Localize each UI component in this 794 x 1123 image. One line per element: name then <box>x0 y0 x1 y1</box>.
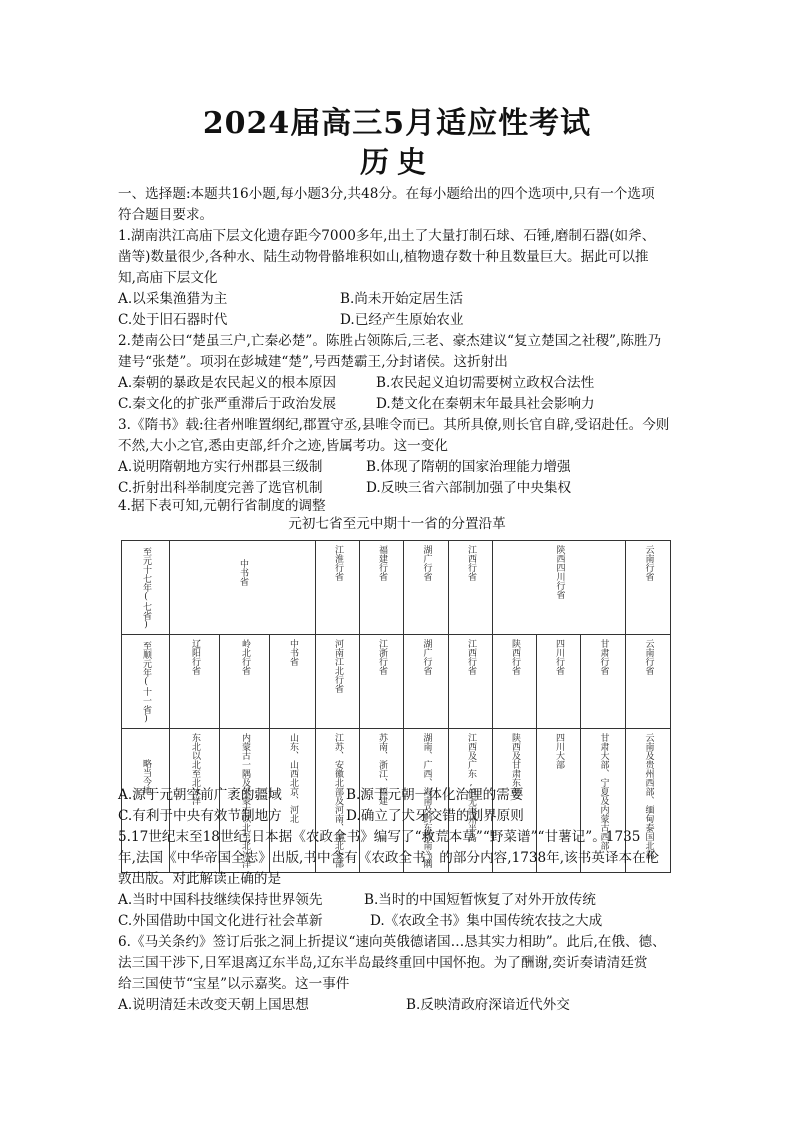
question-4-stem: 4.据下表可知,元朝行省制度的调整 <box>118 498 326 514</box>
cell-huguang: 湖广行省 <box>404 541 449 635</box>
q2-option-d[interactable]: D.楚文化在秦朝末年最具社会影响力 <box>376 396 595 412</box>
cell-r2-3: 河南江北行省 <box>316 635 360 729</box>
q1-option-b[interactable]: B.尚未开始定居生活 <box>340 291 464 307</box>
q4-option-a[interactable]: A.源于元朝空前广袤的疆域 <box>118 787 282 803</box>
cell-r2-1: 岭北行省 <box>220 635 270 729</box>
cell-r3-9: 甘肃大部、宁夏及内蒙古西部 <box>581 729 626 873</box>
cell-r3-8: 四川大部 <box>537 729 581 873</box>
q3-option-c[interactable]: C.折射出科举制度完善了选官机制 <box>118 480 323 496</box>
question-3-stem: 不然,大小之官,悉由吏部,纤介之迹,皆属考功。这一变化 <box>118 438 448 454</box>
q1-option-a[interactable]: A.以采集渔猎为主 <box>118 291 228 307</box>
q3-option-a[interactable]: A.说明隋朝地方实行州郡县三级制 <box>118 459 323 475</box>
question-5-stem: 年,法国《中华帝国全志》出版,书中含有《农政全书》的部分内容,1738年,该书英译本在伦 <box>118 850 660 866</box>
row-head-2: 至顺元年(十一省) <box>122 635 170 729</box>
q2-option-a[interactable]: A.秦朝的暴政是农民起义的根本原因 <box>118 375 337 391</box>
q3-option-b[interactable]: B.体现了隋朝的国家治理能力增强 <box>366 459 571 475</box>
q2-option-b[interactable]: B.农民起义迫切需要树立政权合法性 <box>376 375 595 391</box>
row-head-1: 至元十七年(七省) <box>122 541 170 635</box>
q5-option-c[interactable]: C.外国借助中国文化进行社会革新 <box>118 913 323 929</box>
row-head-3: 略当今地 <box>122 729 170 873</box>
q6-option-a[interactable]: A.说明清廷未改变天朝上国思想 <box>118 997 309 1013</box>
cell-r2-9: 甘肃行省 <box>581 635 626 729</box>
q1-option-d[interactable]: D.已经产生原始农业 <box>340 312 464 328</box>
cell-zhongshu: 中书省 <box>170 541 316 635</box>
cell-r2-10: 云南行省 <box>626 635 671 729</box>
cell-shaanxi-sichuan: 陕西四川行省 <box>493 541 626 635</box>
table-caption: 元初七省至元中期十一省的分置沿革 <box>288 516 506 532</box>
cell-r2-4: 江浙行省 <box>360 635 404 729</box>
question-1-stem: 1.湖南洪江高庙下层文化遗存距今7000多年,出土了大量打制石球、石锤,磨制石器(如斧、 <box>118 228 656 244</box>
q6-option-b[interactable]: B.反映清政府深谙近代外交 <box>406 997 570 1013</box>
cell-r2-8: 四川行省 <box>537 635 581 729</box>
q4-option-c[interactable]: C.有利于中央有效节制地方 <box>118 808 282 824</box>
exam-title: 2024届高三5月适应性考试 <box>202 106 592 141</box>
question-5-stem: 敦出版。对此解读正确的是 <box>118 871 282 887</box>
cell-jiangxi: 江西行省 <box>449 541 493 635</box>
subject-title: 历史 <box>359 145 434 179</box>
cell-r2-0: 辽阳行省 <box>170 635 220 729</box>
cell-r3-10: 云南及贵州西部、缅甸泰国北部 <box>626 729 671 873</box>
q4-option-d[interactable]: D.确立了犬牙交错的划界原则 <box>346 808 524 824</box>
cell-r3-7: 陕西及甘肃东部 <box>493 729 537 873</box>
question-6-stem: 法三国干涉下,日军退离辽东半岛,辽东半岛最终重回中国怀抱。为了酬谢,奕䜣奏请清廷赏 <box>118 955 648 971</box>
section-instruction-cont: 符合题目要求。 <box>118 207 214 223</box>
question-5-stem: 5.17世纪末至18世纪,日本据《农政全书》编写了“救荒本草”“野菜谱”“甘薯记”。1735 <box>118 829 641 845</box>
cell-r2-7: 陕西行省 <box>493 635 537 729</box>
question-1-stem: 凿等)数量很少,各种水、陆生动物骨骼堆积如山,植物遗存数十种且数量巨大。据此可以推 <box>118 249 649 265</box>
q3-option-d[interactable]: D.反映三省六部制加强了中央集权 <box>366 480 572 496</box>
section-instruction: 一、选择题:本题共16小题,每小题3分,共48分。在每小题给出的四个选项中,只有一个选项 <box>118 186 655 202</box>
cell-r3-1: 内蒙古一隅及外蒙古以北至北冰洋 <box>220 729 270 873</box>
question-2-stem: 建号“张楚”。项羽在彭城建“楚”,号西楚霸王,分封诸侯。这折射出 <box>118 354 508 370</box>
q5-option-b[interactable]: B.当时的中国短暂恢复了对外开放传统 <box>364 892 596 908</box>
q4-option-b[interactable]: B.源于元朝一体化治理的需要 <box>346 787 524 803</box>
q2-option-c[interactable]: C.秦文化的扩张严重滞后于政治发展 <box>118 396 337 412</box>
question-1-stem: 知,高庙下层文化 <box>118 270 218 286</box>
cell-r2-2: 中书省 <box>270 635 316 729</box>
q1-option-c[interactable]: C.处于旧石器时代 <box>118 312 228 328</box>
question-3-stem: 3.《隋书》载:往者州唯置纲纪,郡置守丞,县唯令而已。其所具僚,则长官自辟,受诏赴任。今则 <box>118 417 670 433</box>
question-6-stem: 给三国使节“宝星”以示嘉奖。这一事件 <box>118 976 350 992</box>
cell-r3-2: 山东、山西北京、河北 <box>270 729 316 873</box>
cell-r2-5: 湖广行省 <box>404 635 449 729</box>
cell-yunnan: 云南行省 <box>626 541 671 635</box>
cell-r3-4: 苏南、浙江、福建 <box>360 729 404 873</box>
cell-r2-6: 江西行省 <box>449 635 493 729</box>
cell-r3-5: 湖南、广西、海南及黔东鄂南一隅 <box>404 729 449 873</box>
q5-option-a[interactable]: A.当时中国科技继续保持世界领先 <box>118 892 323 908</box>
cell-r3-0: 东北以北至北冰洋 <box>170 729 220 873</box>
cell-r3-3: 江苏、安徽北部及河南、湖北大部 <box>316 729 360 873</box>
question-6-stem: 6.《马关条约》签订后张之洞上折提议“速向英俄德诸国…恳其实力相助”。此后,在俄、德、 <box>118 934 666 950</box>
cell-jianghuai: 江淮行省 <box>316 541 360 635</box>
cell-r3-6: 江西及广东,但无雷州半岛 <box>449 729 493 873</box>
question-2-stem: 2.楚南公曰“楚虽三户,亡秦必楚”。陈胜占领陈后,三老、豪杰建议“复立楚国之社稷”,陈胜乃 <box>118 333 662 349</box>
q5-option-d[interactable]: D.《农政全书》集中国传统农技之大成 <box>370 913 603 929</box>
cell-fujian: 福建行省 <box>360 541 404 635</box>
